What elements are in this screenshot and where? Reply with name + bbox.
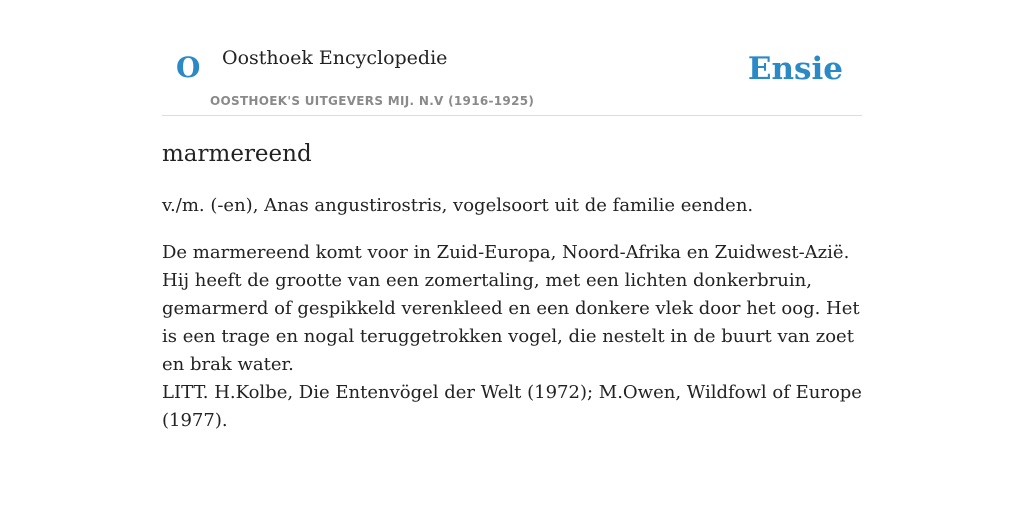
site-header (162, 0, 862, 116)
entry-body: De marmereend komt voor in Zuid-Europa, Noord-Afrika en Zuidwest-Azië. Hij heeft de grootte van een zomertaling, met een lichten donkerbruin, gemarmerd of gespikkeld verenkleed en een donkere vlek door het oog. Het is een trage en nogal teruggetrokken vogel, die nestelt in de buurt van zoet en brak water. (162, 242, 860, 375)
publication-title: Oosthoek Encyclopedie (222, 47, 448, 69)
entry-literature: LITT. H.Kolbe, Die Entenvögel der Welt (1972); M.Owen, Wildfowl of Europe (1977). (162, 382, 862, 431)
publication-logo: O (176, 51, 201, 84)
entry-title: marmereend (162, 141, 312, 167)
page-container (162, 0, 862, 431)
entry-definition: v./m. (-en), Anas angustirostris, vogelsoort uit de familie eenden. (162, 195, 754, 216)
ensie-brand-link[interactable]: Ensie (747, 51, 843, 87)
publisher-subtitle: OOSTHOEK'S UITGEVERS MIJ. N.V (1916-1925) (210, 94, 535, 108)
